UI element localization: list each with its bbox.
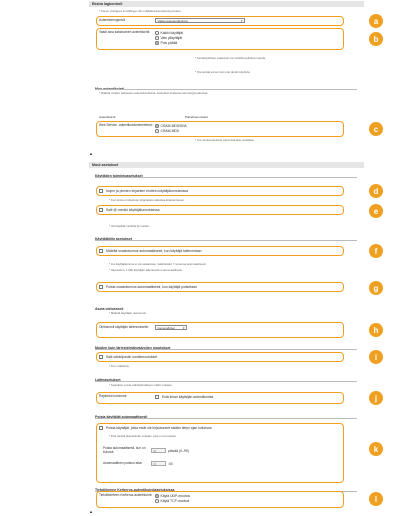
restrict-label: Rajoitetut toiminnot: xyxy=(99,394,128,399)
collapse-marker-icon[interactable]: ▲ xyxy=(89,509,93,514)
note-e: * Voit käyttää merkkiä @-merkki. xyxy=(109,224,150,228)
mfa-section-title: Ekstra lagkontroll xyxy=(89,1,364,7)
other-auth-note: * Määritä muiden palvelujen autentikointitavat. Asetukset koskevat vain tiettyjä palveluja. xyxy=(99,91,209,95)
kerberos-radios xyxy=(155,494,190,503)
mfa-note: * Krever ytterligere innstillinger når multifaktorautentisering brukes. xyxy=(99,9,182,13)
auth-level-row xyxy=(99,18,245,23)
kerberos-label: Tietoliikenteen Kerberos-autentikointi: xyxy=(99,493,153,497)
delete-dept-label: Poista osastotunnus automaattisesti, kun käyttäjä poistetaan xyxy=(106,285,197,289)
settings-page xyxy=(89,0,379,516)
default-role-select[interactable] xyxy=(155,325,187,330)
divider xyxy=(95,240,357,241)
delete-days-label: Poista automaattisesti, kun on kulunut: xyxy=(103,446,146,454)
badge-j: j xyxy=(369,391,383,405)
badge-i: i xyxy=(369,350,383,364)
other-auth-title: Muu autentikointi xyxy=(95,87,124,91)
badge-a: a xyxy=(369,14,383,28)
defaults-note: * Määritä käyttäjän oletusrooli. xyxy=(109,311,147,315)
chevron-down-icon: ▾ xyxy=(182,325,185,330)
allow-at-row[interactable] xyxy=(99,208,160,212)
restrict-checkbox[interactable] xyxy=(155,395,159,399)
default-role-value: GeneralUser xyxy=(157,325,176,330)
other-auth-col1: Autentikointi: xyxy=(99,115,117,119)
case-sensitive-label: Isojen ja pienten kirjainten erottelu käyttäjätunnuksissa xyxy=(106,189,188,193)
note-k: * Pois tekstiä järjestelmän mukaan, joita ei voi poistaa. xyxy=(109,434,177,438)
web-service-radios xyxy=(155,124,187,133)
web-service-label: Web Service -autentikointimenetelmä: xyxy=(99,123,153,127)
delete-days-input[interactable]: 30 xyxy=(151,448,166,453)
radio-tcp[interactable]: Käytä TCP-muotoa xyxy=(155,499,190,503)
auto-delete-checkbox[interactable] xyxy=(99,426,103,430)
delete-time-label: Automaattinen poiston aika: xyxy=(103,460,143,465)
auth-level-label: Autentiseringsnivå xyxy=(99,17,126,22)
delete-time-unit: :00 xyxy=(168,461,173,466)
badge-c: c xyxy=(369,122,383,136)
divider xyxy=(95,89,357,90)
divider xyxy=(95,177,357,178)
radio-off[interactable]: Pois päältä xyxy=(155,41,183,45)
divider xyxy=(95,418,357,419)
delete-time-input[interactable]: 00 xyxy=(151,461,166,466)
badge-g: g xyxy=(369,281,383,295)
radio-cram-md5[interactable]: CRAM-MD5 xyxy=(155,129,187,133)
allow-at-label: Salli @-merkki käyttäjätunnuksessa xyxy=(106,208,160,212)
device-title: Laitteasetukset xyxy=(95,378,121,382)
radio-udp[interactable]: Käytä UDP-muotoa xyxy=(155,494,190,498)
other-auth-col2: Palvelimen tiedot xyxy=(185,115,208,119)
default-role-row xyxy=(99,325,187,330)
user-accounts-title: Käyttäjätilin asetukset xyxy=(95,237,132,241)
radio-admins[interactable]: Vain ylläpitäjät xyxy=(155,36,183,40)
allow-email-checkbox[interactable] xyxy=(99,355,103,359)
badge-k: k xyxy=(369,442,383,456)
radio-cram-sha[interactable]: CRAM-MD5/SHA xyxy=(155,124,187,128)
auth-level-select[interactable] xyxy=(155,18,245,23)
mfa-users-label: Vaadi aina kaksisoinen autentikointi: xyxy=(99,30,151,34)
device-note: * Asetukset voivat vaihdella laitteen mallin mukaan. xyxy=(109,383,173,387)
auto-delete-row[interactable] xyxy=(99,426,212,430)
kerberos-row xyxy=(99,494,190,503)
badge-f: f xyxy=(369,244,383,258)
auto-dept-row[interactable] xyxy=(99,249,202,253)
auto-delete-label: Poista käyttäjät, jotka eivät ole kirjautuneet sisään tietyn ajan kuluessa xyxy=(106,426,212,430)
allow-email-row[interactable] xyxy=(99,355,157,359)
badge-h: h xyxy=(369,323,383,337)
kerberos-title: Tietoliikenne Kerberos-autentikointiasetuksissa xyxy=(95,488,175,492)
note-f: * Jos käyttäjätunnus ei ole saatavissa, määritetään 7 numeroa automaattisesti. xyxy=(109,262,207,266)
allow-email-label: Salli sähköpostin osoitemuutokset xyxy=(106,355,158,359)
badge-l: l xyxy=(369,492,383,506)
mfa-note3: * Ota selvää ennen kuin otat tämän käyttöön. xyxy=(195,70,251,74)
collapse-marker-icon[interactable]: ▲ xyxy=(89,151,93,156)
radio-all-users[interactable]: Kaikki käyttäjät xyxy=(155,31,183,35)
note-d: * Kun tämä on käytössä, kirjainkoko vaikuttaa kirjautumiseen. xyxy=(109,198,185,202)
chevron-down-icon: ▾ xyxy=(240,18,243,23)
user-mgmt-title: Käyttäjien toimintoasetukset xyxy=(95,174,143,178)
auto-dept-label: Määritä osastotunnus automaattisesti, kun käyttäjä tallennetaan xyxy=(106,249,202,253)
delete-dept-row[interactable] xyxy=(99,285,197,289)
badge-e: e xyxy=(369,204,383,218)
auto-delete-title: Poista käyttäjät automaattisesti xyxy=(95,415,148,419)
auto-dept-checkbox[interactable] xyxy=(99,249,103,253)
delete-days-unit: päivää (0–99) xyxy=(168,448,189,453)
default-role-label: Oletusrooli käyttäjän tallennukselle: xyxy=(99,324,149,329)
delete-time-row xyxy=(103,461,173,466)
badge-b: b xyxy=(369,32,383,46)
case-sensitive-checkbox[interactable] xyxy=(99,189,103,193)
delete-dept-checkbox[interactable] xyxy=(99,285,103,289)
divider xyxy=(95,381,357,382)
restrict-row xyxy=(99,395,213,399)
badge-d: d xyxy=(369,184,383,198)
web-service-row xyxy=(99,124,187,133)
mfa-users-row xyxy=(99,31,183,45)
delete-days-row xyxy=(103,447,189,454)
other-auth-note2: * Jos muutat asetusta, käynnistä laite uudelleen. xyxy=(195,138,255,142)
defaults-title: Aseta oletusrooli xyxy=(95,307,124,311)
auth-level-value: Vakkonoautentikointia xyxy=(157,18,188,23)
mfa-users-radios xyxy=(155,31,183,45)
mfa-note2: * Kertakäyttöisen salasanan tai mobiilisovelluksen kautta. xyxy=(195,56,266,60)
case-sensitive-row[interactable] xyxy=(99,189,188,193)
changes-title: Muiden kuin järjestelmänvalvojien muutokset xyxy=(95,346,171,350)
restrict-option: Estä ilman käyttäjän autentikointia xyxy=(162,395,214,399)
note-i: * Kun määritetty. xyxy=(109,364,130,368)
allow-at-checkbox[interactable] xyxy=(99,208,103,212)
other-settings-title: Muut asetukset xyxy=(89,162,364,168)
divider xyxy=(95,349,357,350)
note-f2: * Oletusarvo: 1 000 käyttäjän tallentaminen automaattisesti. xyxy=(109,268,183,272)
